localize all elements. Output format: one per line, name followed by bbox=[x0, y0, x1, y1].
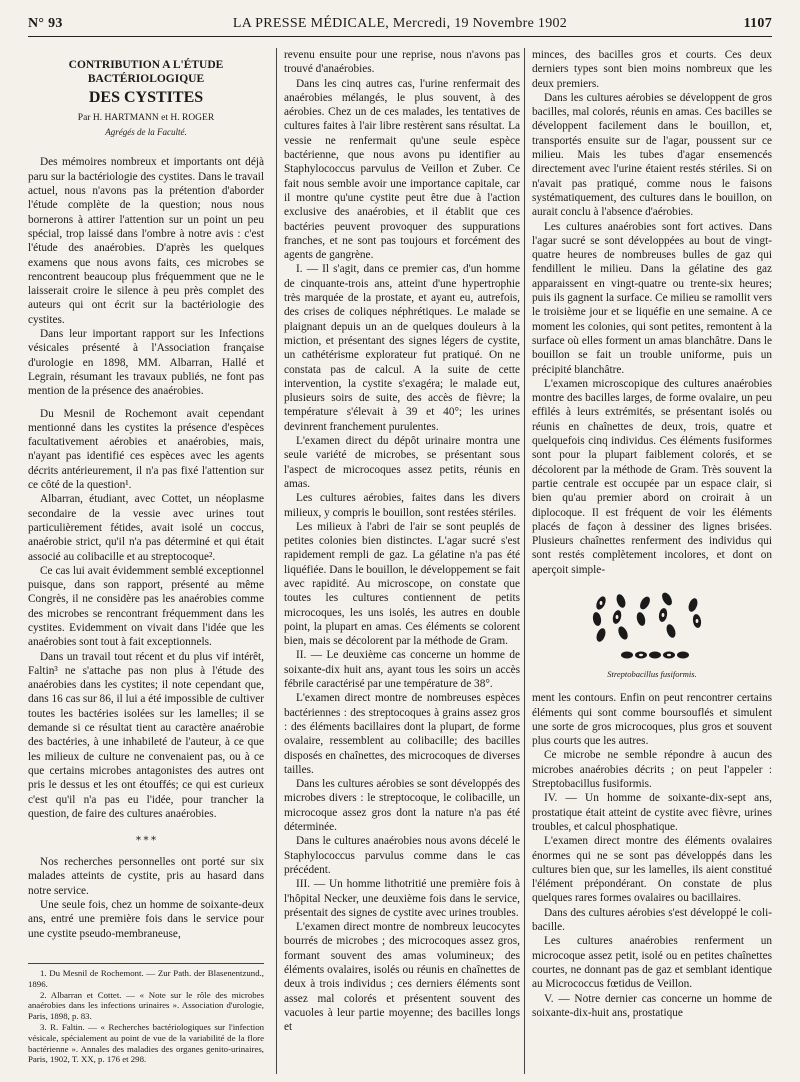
column-rule bbox=[524, 48, 525, 1074]
column-3 bbox=[532, 48, 772, 1078]
footnote: 1. Du Mesnil de Rochemont. — Zur Path. der Blasenentzund., 1896. bbox=[28, 967, 264, 989]
paragraph: Les milieux à l'abri de l'air se sont peuplés de petites colonies bien distinctes. L'agar sucré s'est rapidement rempli de gaz. La gélatine n'a pas été liquéfiée. Dans le bouillon, le développement se fait avec rapidité. Au microscope, on constate que toutes les cultures contiennent de petits microcoques, les uns isolés, les autres en double point, la plupart en amas. Ces éléments se colorent bien, mais se décolorent par la méthode de Gram. bbox=[284, 520, 520, 648]
paragraph: Dans des cultures aérobies s'est développé le coli-bacille. bbox=[532, 906, 772, 934]
page-header bbox=[28, 14, 772, 37]
issue-number: N° 93 bbox=[28, 16, 63, 31]
article-subtitle: DES CYSTITES bbox=[88, 88, 204, 106]
article-authors: Par H. HARTMANN et H. ROGER bbox=[77, 112, 215, 123]
paragraph: Dans le cultures anaérobies nous avons décelé le Staphylococcus parvulus comme dans le cas précédent. bbox=[284, 835, 520, 876]
author-affiliation: Agrégés de la Faculté. bbox=[105, 127, 187, 138]
footnote: 3. R. Faltin. — « Recherches bactériologiques sur l'infection vésicale, spécialement au point de vue de la variabilité de la flore bactérienne ». Annales des maladies des organes genito-urinaires, Paris, 1902, T. XX, p. 176 et 298. bbox=[28, 1021, 264, 1065]
paragraph: L'examen direct montre de nombreux leucocytes bourrés de microbes ; des microcoques assez gros, formant souvent des amas volumineux; des éléments ovalaires, isolés ou réunis en chaînettes de deux à trois individus ; ces derniers éléments sont assez mal colorés et présentent souvent des vacuoles à leur partie moyenne; des bacilles longs et bbox=[284, 921, 520, 1034]
paragraph: II. — Le deuxième cas concerne un homme de soixante-dix huit ans, ayant tous les soirs un accès fébrile caractérisé par une température de 38°. bbox=[284, 649, 520, 691]
paragraph: Nos recherches personnelles ont porté sur six malades atteints de cystite, pris au hasard dans notre service. bbox=[28, 856, 264, 897]
paragraph: Ce cas lui avait évidemment semblé exceptionnel puisque, dans son rapport, présenté au même Congrès, il ne considère pas les anaérobies comme des microbes se rencontrant fréquemment dans les cystites. Evidemment on vivait dans l'idée que les anaérobies sont tout à fait exceptionnels. bbox=[28, 564, 264, 649]
bacilli-illustration bbox=[587, 589, 717, 665]
paragraph: Des mémoires nombreux et importants ont déjà paru sur la bactériologie des cystites. Dans le travail actuel, nous n'avons pas la prétention d'aborder l'étude complète de la question; nous nous bornerons à attirer l'attention sur un point un peu spécial, trop laissé dans l'ombre à notre avis : c'est l'étude des anaérobies. D'après les quelques examens que nous avons faits, ces microbes se rencontrent beaucoup plus fréquemment que ne le laisserait croire le silence à peu près complet des auteurs qui ont écrit sur la bactériologie des cystites. bbox=[28, 156, 264, 326]
paragraph: IV. — Un homme de soixante-dix-sept ans, prostatique était atteint de cystite avec fièvre, urines troubles, et calcul phosphatique. bbox=[532, 792, 772, 833]
paragraph: Albarran, étudiant, avec Cottet, un néoplasme secondaire de la vessie avec urines tout particulièrement fétides, avait isolé un coccus, anaérobie strict, qu'il n'a pas déterminé et qui était associé au colibacille et au streptocoque². bbox=[28, 493, 264, 563]
column-rule bbox=[276, 48, 277, 1074]
footnote: 2. Albarran et Cottet. — « Note sur le rôle des microbes anaérobies dans les infections urinaires ». Association d'urologie, Paris, 1898, p. 83. bbox=[28, 989, 264, 1022]
paragraph: Les cultures aérobies, faites dans les divers milieux, y compris le bouillon, sont restées stériles. bbox=[284, 492, 520, 519]
paragraph: Les cultures anaérobies sont fort actives. Dans l'agar sucré se sont développées au bout de vingt-quatre heures de nombreuses bulles de gaz qui fendillent le milieu. Dans la gélatine des gaz apparaissent en vingt-quatre ou trente-six heures; puis ils gagnent la surface. Ce milieu se ramollit vers le troisième jour et se liquéfie en une semaine. A ce moment les colonies, qui sont petites, remontent à la surface où elles forment un amas blanchâtre. Dans le bouillon se fait un trouble uniforme, puis un précipité blanchâtre. bbox=[532, 220, 772, 376]
page-number: 1107 bbox=[743, 16, 772, 31]
paragraph: Ce microbe ne semble répondre à aucun des microbes anaérobies décrits ; on peut l'appeler : Streptobacillus fusiformis. bbox=[532, 749, 772, 791]
figure-caption: Streptobacillus fusiformis. bbox=[607, 668, 697, 679]
paragraph: Dans les cinq autres cas, l'urine renfermait des anaérobies mélangés, le plus souvent, à des aérobies. Chez un de ces malades, les tentatives de cultures faites à l'air libre restèrent sans résultat. La vessie ne renfermait qu'une seule espèce bactérienne, que nous avons pu identifier au Staphylococcus parvulus de Veillon et Zuber. Ce fait nous semble avoir une importance capitale, car il montre qu'une cystite peut être due à l'action exclusive des anaérobies, et il établit que ces bactéries peuvent provoquer des suppurations franches, et ne sont pas toujours et forcément des agents de gangrène. bbox=[284, 77, 520, 262]
paragraph: Du Mesnil de Rochemont avait cependant mentionné dans les cystites la présence d'espèces facultativement aérobies et anaérobies, mais, n'ayant pas identifié ces espèces avec les agents décrits antérieurement, il n'a pas fixé l'attention sur ce côté de la question¹. bbox=[28, 407, 264, 492]
paragraph: III. — Un homme lithotritié une première fois à l'hôpital Necker, une deuxième fois dans le service, présentait des signes de cystite avec urines troubles. bbox=[284, 878, 520, 919]
paragraph: revenu ensuite pour une reprise, nous n'avons pas trouvé d'anaérobies. bbox=[284, 49, 520, 76]
paragraph: V. — Notre dernier cas concerne un homme de soixante-dix-huit ans, prostatique bbox=[532, 992, 772, 1019]
paragraph: L'examen direct montre de nombreuses espèces bactériennes : des streptocoques à grains assez gros : des éléments bacillaires dont la plupart, de forme ovalaire, ressemblent au colibacille; des bacilles disposés en chaînettes, des microcoques de diverses tailles. bbox=[284, 692, 520, 776]
footnotes bbox=[28, 963, 264, 1065]
paragraph: Dans un travail tout récent et du plus vif intérêt, Faltin³ ne s'attache pas non plus à l'étude des anaérobies dans les cystites; il note cependant que, dans 16 cas sur 86, il lui a été impossible de cultiver toutes les bactéries isolées sur les lamelles; il se demande si ce résultat tient au caractère anaérobie des bactéries, à une inhabileté de l'auteur, à ce que les milieux de culture ne convenaient pas, ou à ce que certains microbes antagonistes des autres ont pris le dessus et les ont étouffés; ce qui est curieux c'est qu'il n'a pas eu l'idée, pour trancher la question, de faire des cultures anaérobies. bbox=[28, 650, 264, 820]
paragraph: Une seule fois, chez un homme de soixante-deux ans, entré une première fois dans le service pour une cystite pseudo-membraneuse, bbox=[28, 899, 264, 940]
paragraph: Dans les cultures aérobies se développent de gros bacilles, mal colorés, réunis en amas. Ces bacilles se développent facilement dans le bouillon, et, transportés ensuite sur de l'agar, poussent sur ce milieu. Mais les tubes d'agar ensemencés directement avec l'urine étaient restés stériles. Si on n'avait pas pratiqué, comme nous le faisons systématiquement, des cultures dans le bouillon, on aurait conclu à l'absence d'aérobies. bbox=[532, 91, 772, 219]
column-2 bbox=[284, 48, 520, 1078]
paragraph: Les cultures anaérobies renferment un microcoque assez petit, isolé ou en petites chaînettes courtes, ne donnant pas de gaz et semblant identique au Micrococcus fœtidus de Veillon. bbox=[532, 935, 772, 991]
paragraph: I. — Il s'agit, dans ce premier cas, d'un homme de cinquante-trois ans, atteint d'une hypertrophie très marquée de la prostate, et ayant eu, autrefois, des crises de coliques néphrétiques. Le malade se plaignant depuis un an de quelques douleurs à la miction, et présentant des signes légers de cystite, un cathétérisme explorateur fut pratiqué. On ne constata pas de calcul. A la suite de cette intervention, la cystite s'exagéra; le malade eut, plusieurs soirs de suite, des accès de fièvre; la température s'élevait à 39 et 40°; les urines devinrent franchement purulentes. bbox=[284, 263, 520, 433]
column-1 bbox=[28, 48, 264, 1078]
paragraph: Dans les cultures aérobies se sont développés des microbes divers : le streptocoque, le colibacille, un microcoque assez gros dont la nature n'a pas été déterminée. bbox=[284, 778, 520, 834]
journal-title: LA PRESSE MÉDICALE, Mercredi, 19 Novembre 1902 bbox=[232, 16, 568, 31]
paragraph: ment les contours. Enfin on peut rencontrer certains éléments qui sont comme boursouflés et simulent une sorte de gros microcoques, plus gros et souvent plus courts que les autres. bbox=[532, 692, 772, 748]
section-separator: ⁎ ⁎ ⁎ bbox=[136, 832, 156, 844]
paragraph: minces, des bacilles gros et courts. Ces deux derniers types sont bien moins nombreux que les deux premiers. bbox=[532, 49, 772, 90]
paragraph: L'examen direct du dépôt urinaire montra une seule variété de microbes, se présentant sous l'aspect de microcoques assez petits, réunis en amas. bbox=[284, 435, 520, 490]
article-title: CONTRIBUTION A L'ÉTUDE BACTÉRIOLOGIQUE bbox=[68, 59, 224, 86]
paragraph: L'examen direct montre des éléments ovalaires énormes qui ne se sont pas développés dans les cultures bien que, sur les lamelles, ils aient constitué l'élément prépondérant. On constate de plus quelques rares formes ovalaires ou bacillaires. bbox=[532, 835, 772, 905]
figure-streptobacillus bbox=[532, 589, 772, 681]
paragraph: Dans leur important rapport sur les Infections vésicales présenté à l'Association française d'urologie en 1898, MM. Albarran, Hallé et Legrain, résumant les travaux publiés, ne font pas mention de la présence des anaérobies. bbox=[28, 328, 264, 398]
paragraph: L'examen microscopique des cultures anaérobies montre des bacilles larges, de forme ovalaire, un peu effilés à leurs extrémités, se présentant isolés ou réunis en chaînettes de deux, trois, quatre et quelquefois cinq individus. Ces éléments fusiformes sont pour la plupart faiblement colorés, et se décolorent par la méthode de Gram. Très souvent la partie centrale est occupée par un espace clair, si bien qu'au premier abord on croirait à un diplocoque. Il est fréquent de voir les éléments placés de façon à dessiner des lignes brisées. Plusieurs chaînettes renferment des individus qui sont restés complètement incolores, et dont on aperçoit simple- bbox=[532, 377, 772, 576]
